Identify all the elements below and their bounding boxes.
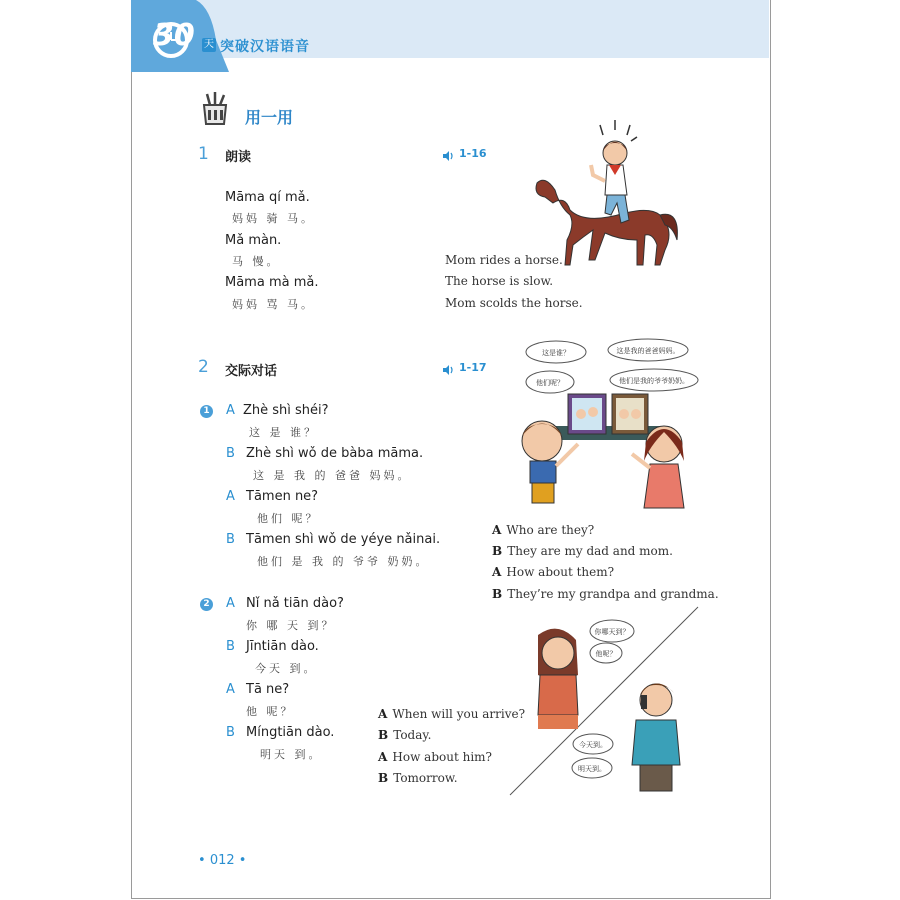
dialog-hanzi: 这 是 谁？ [249, 426, 318, 439]
reading-english: Mom scolds the horse. [445, 296, 583, 310]
part2-title: 交际对话 [225, 364, 278, 379]
speech-bubble: 这是谁？ [542, 349, 570, 357]
reading-hanzi: 妈妈 骂 马。 [232, 298, 315, 311]
dialog-pinyin: Tāmen shì wǒ de yéye nǎinai. [246, 532, 441, 547]
dialog-pinyin: Míngtiān dào. [246, 725, 335, 740]
section-title: 用一用 [245, 108, 294, 127]
reading-pinyin: Māma mà mǎ. [225, 275, 319, 290]
logo-number: 30 [153, 18, 195, 53]
dialog-hanzi: 今天 到。 [255, 662, 318, 675]
reading-pinyin: Mǎ màn. [225, 233, 282, 248]
speech-bubble: 明天到。 [578, 765, 606, 773]
logo-day: 天 [204, 39, 214, 50]
english-line: A How about them? [492, 565, 615, 579]
dialog-pinyin: Tāmen ne? [246, 489, 319, 504]
page-number: • 012 • [198, 853, 247, 868]
dialog-marker: 1 [200, 405, 213, 418]
dialog-pinyin: Zhè shì wǒ de bàba māma. [246, 446, 424, 461]
english-line: B They’re my grandpa and grandma. [492, 587, 719, 601]
dialog-pinyin: Jīntiān dào. [246, 639, 319, 654]
part1-number: 1 [198, 144, 209, 164]
english-line: A How about him? [378, 750, 492, 764]
dialog-pinyin: Nǐ nǎ tiān dào? [246, 596, 344, 611]
speech-bubble: 今天到。 [579, 741, 607, 749]
speech-bubble: 他呢？ [595, 650, 617, 658]
pencil-cup-icon [197, 90, 233, 126]
speaker-label: B [226, 639, 235, 654]
dialog-hanzi: 你 哪 天 到？ [246, 619, 336, 632]
reading-hanzi: 马 慢。 [232, 255, 281, 268]
family-photo-illustration [512, 336, 702, 511]
horse-rider-illustration [525, 115, 685, 280]
speaker-label: A [226, 489, 235, 504]
speaker-label: A [226, 596, 235, 611]
speaker-icon[interactable] [442, 147, 454, 159]
english-line: B Today. [378, 728, 432, 742]
dialog-marker: 2 [200, 598, 213, 611]
reading-hanzi: 妈妈 骑 马。 [232, 212, 315, 225]
speech-bubble: 这是我的爸爸妈妈。 [616, 347, 680, 355]
dialog-pinyin: Zhè shì shéi? [243, 403, 329, 418]
english-line: A Who are they? [492, 523, 595, 537]
speech-bubble: 他们呢？ [536, 379, 564, 387]
part2-number: 2 [198, 357, 209, 377]
dialog-hanzi: 他 呢？ [246, 705, 295, 718]
dialog-hanzi: 他们 是 我 的 爷爷 奶奶。 [257, 555, 430, 568]
speaker-label: A [226, 403, 235, 418]
brand-title: 突破汉语语音 [220, 39, 310, 55]
dialog-hanzi: 他们 呢？ [257, 512, 320, 525]
part2-audio-track[interactable]: 1-17 [459, 361, 487, 374]
reading-english: Mom rides a horse. [445, 253, 563, 267]
speech-bubble: 你哪天到？ [594, 628, 630, 636]
speaker-label: B [226, 725, 235, 740]
reading-pinyin: Māma qí mǎ. [225, 190, 310, 205]
dialog-hanzi: 这 是 我 的 爸爸 妈妈。 [253, 469, 412, 482]
english-line: B They are my dad and mom. [492, 544, 673, 558]
speaker-label: B [226, 532, 235, 547]
speaker-label: A [226, 682, 235, 697]
phone-call-illustration [508, 605, 700, 797]
dialog-pinyin: Tā ne? [246, 682, 290, 697]
speaker-icon[interactable] [442, 361, 454, 373]
english-line: B Tomorrow. [378, 771, 458, 785]
english-line: A When will you arrive? [378, 707, 526, 721]
speech-bubble: 他们是我的爷爷奶奶。 [619, 377, 689, 385]
dialog-hanzi: 明天 到。 [260, 748, 323, 761]
part1-audio-track[interactable]: 1-16 [459, 147, 487, 160]
part1-title: 朗读 [225, 150, 252, 165]
reading-english: The horse is slow. [445, 274, 554, 288]
speaker-label: B [226, 446, 235, 461]
